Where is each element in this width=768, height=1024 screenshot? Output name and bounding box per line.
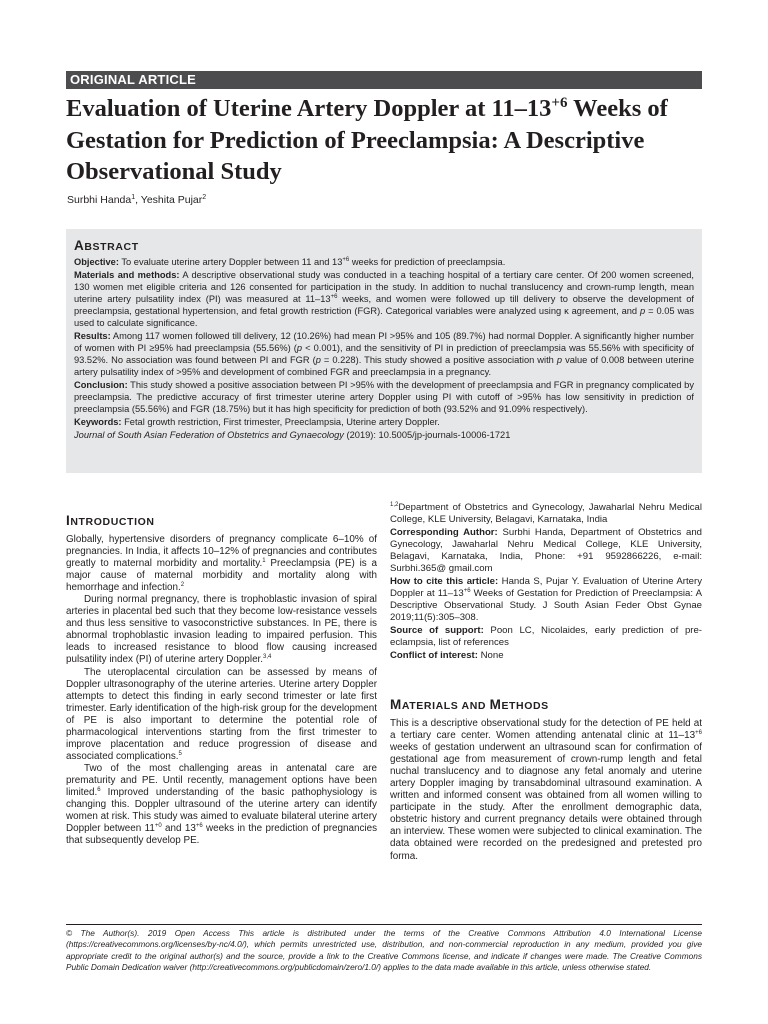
author-name-2: Yeshita Pujar	[140, 194, 203, 206]
source-of-support	[390, 625, 702, 649]
results-text-1: Among 117 women followed till delivery, 12 (10.26%) had mean PI >95% and 105 (89.7%) had normal Doppler. A significantly higher number of women with PI ≥95% had preeclampsia (55.56%) (	[74, 331, 694, 353]
methods-text-2: weeks, and women were followed up till delivery to observe the development of preeclampsia, gestational hypertension, and fetal growth restriction (FGR). Categorical variables were analyzed using κ agreement, and	[74, 294, 694, 316]
intro-p4-text-3: and 13	[161, 823, 196, 835]
journal-citation	[74, 429, 694, 441]
methods-heading-ethods: ETHODS	[501, 700, 549, 712]
author-name-1: Surbhi Handa	[67, 194, 132, 206]
intro-p4-sup-3: +6	[195, 823, 203, 830]
intro-p4-text-2: Improved understanding of the basic pathophysiology is changing this. Doppler ultrasound of the uterine artery can identify women at risk. This study was aimed to evaluate bilateral uterine artery Doppler between 11	[66, 786, 377, 835]
objective-text-1: To evaluate uterine artery Doppler between 11 and 13	[118, 257, 343, 267]
corresponding-author	[390, 527, 702, 575]
conflict-of-interest	[390, 650, 702, 662]
abstract-keywords	[74, 416, 694, 428]
conflict-label: Conflict of interest:	[390, 650, 478, 661]
intro-p4-text-1: Two of the most challenging areas in antenatal care are prematurity and PE. Until recently, management options have been limited.	[66, 762, 377, 798]
methods-paragraph-1	[390, 718, 702, 863]
methods-label: Materials and methods:	[74, 270, 180, 280]
intro-p2-ref: 3,4	[263, 654, 272, 661]
methods-heading-aterials: ATERIALS AND	[401, 700, 490, 712]
article-title	[66, 93, 706, 188]
how-to-cite	[390, 576, 702, 624]
intro-p3-ref: 5	[178, 750, 182, 757]
corresponding-text: Surbhi Handa, Department of Obstetrics and Gynecology, Jawaharlal Nehru Medical College, KLE University, Belagavi, Karnataka, India, Phone: +91 9592866226, e-mail: Surbhi.365@ gmail.com	[390, 527, 702, 574]
methods-p1-text-1: This is a descriptive observational study for the detection of PE held at a tertiary care center. Women attending antenatal clinic at 11–13	[390, 718, 702, 742]
methods-heading-me: M	[489, 697, 502, 712]
methods-heading-m: M	[390, 697, 402, 712]
affiliation-sup: 1,2	[390, 502, 399, 508]
intro-p1-ref-2: 2	[180, 582, 185, 589]
objective-sup: +6	[342, 257, 350, 263]
intro-paragraph-4	[66, 763, 377, 847]
license-footer: © The Author(s). 2019 Open Access This article is distributed under the terms of the Creative Commons Attribution 4.0 International License (https://creativecommons.org/licenses/by-nc/4.0/), which permits unrestricted use, distribution, and non-commercial reproduction in any medium, provided you give appropriate credit to the original author(s) and the source, provide a link to the Creative Commons license, and indicate if changes were made. The Creative Commons Public Domain Dedication waiver (http://creativecommons.org/publicdomain/zero/1.0/) applies to the data made available in this article, unless otherwise stated.	[66, 928, 702, 973]
results-text-4: value of 0.008 between uterine artery pulsatility index of >95% and development of combined FGR and preeclampsia in a pregnancy.	[74, 355, 694, 377]
author-separator: ,	[135, 194, 141, 206]
title-part-2: Weeks of Gestation for Prediction of Preeclampsia: A Descriptive Observational Study	[66, 95, 668, 185]
methods-text-3: = 0.05 was used to calculate significance.	[74, 306, 694, 328]
intro-p3-text: The uteroplacental circulation can be assessed by means of Doppler ultrasonography of the uterine arteries. Uterine artery Doppler attempts to detect this finding in early second trimester or late first trimester. Early identification of the high-risk group for the development of PE is also important to determine the potential role of pharmacological interventions starting from the first trimester to improve placentation and reduce progression of disease and associated complications.	[66, 666, 377, 762]
abstract-heading	[74, 237, 694, 255]
journal-name: Journal of South Asian Federation of Obstetrics and Gynaecology	[74, 430, 344, 440]
results-text-2: < 0.001), and the sensitivity of PI in prediction of preeclampsia was 55.56% with specificity of 93.52%. No association was found between PI and FGR (	[74, 343, 694, 365]
right-column	[390, 502, 702, 863]
intro-p1-ref-1: 1	[262, 558, 266, 565]
abstract-heading-rest: BSTRACT	[84, 241, 139, 253]
results-p2: p	[315, 355, 321, 365]
keywords-label: Keywords:	[74, 417, 122, 427]
intro-p4-text-4: weeks in the prediction of pregnancies that subsequently develop PE.	[66, 823, 378, 847]
intro-paragraph-2	[66, 594, 377, 666]
methods-text-1: A descriptive observational study was conducted in a teaching hospital of a tertiary care center. Of 200 women screened, 130 women met eligible criteria and 126 consented for participation in the study. In addition to nuchal translucency and crown-rump length, mean uterine artery pulsatility index (PI) was measured at 11–13	[74, 270, 694, 304]
methods-p-italic: p	[640, 306, 646, 316]
corresponding-label: Corresponding Author:	[390, 527, 498, 538]
results-p3: p	[556, 355, 563, 365]
conclusion-text: This study showed a positive association between PI >95% with the development of preeclampsia and FGR in pregnancy complicated by preeclampsia. The predictive accuracy of first trimester uterine artery Doppler using PI with cutoff of >95% has low sensitivity in prediction of preeclampsia (55.56%) and FGR (18.75%) but it has high specificity for prediction of both (93.52% and 91.09% respectively).	[74, 380, 694, 414]
results-text-3: = 0.228). This study showed a positive association with	[320, 355, 557, 365]
intro-p1-text-2: Preeclampsia (PE) is a major cause of maternal morbidity and mortality along with hemorrhage and infection.	[66, 558, 378, 594]
intro-p2-text: During normal pregnancy, there is trophoblastic invasion of spiral arteries in placental bed such that they become low-resistance vessels and thus less sensitive to vasoconstrictive substances. In PE, there is abnormal trophoblastic invasion leading to impaired perfusion. This leads to increased resistance to blood flow causing increased pulsatility index (PI) of uterine artery Doppler.	[66, 594, 377, 666]
intro-paragraph-1	[66, 534, 377, 594]
results-label: Results:	[74, 331, 111, 341]
support-text: Poon LC, Nicolaides, early prediction of pre-eclampsia, list of references	[390, 625, 703, 648]
conflict-text: None	[477, 650, 504, 661]
abstract-heading-initial: A	[74, 238, 85, 253]
methods-p1-text-2: weeks of gestation underwent an ultrasound scan for confirmation of gestational age from measurement of crown-rump length and fetal nuchal translucency and to diagnose any fetal anomaly and uterine artery Doppler imaging by transabdominal ultrasound examination. A written and informed consent was obtained from all women willing to participate in the study. After the enrollment demographic data, obstetric history and current pregnancy details were obtained through an interview. These women were subjected to clinical examination. The data obtained were recorded on the predesigned and pretested pro forma.	[390, 742, 702, 862]
abstract-conclusion	[74, 379, 694, 415]
intro-p4-sup-2: +0	[154, 823, 162, 830]
intro-paragraph-3	[66, 667, 377, 763]
title-part-1: Evaluation of Uterine Artery Doppler at 11–13	[66, 95, 552, 122]
article-type-banner: ORIGINAL ARTICLE	[66, 71, 702, 89]
introduction-heading	[66, 504, 377, 532]
affiliation-text: Department of Obstetrics and Gynecology, Jawaharlal Nehru Medical College, KLE University, Belagavi, Karnataka, India	[390, 502, 702, 525]
title-superscript: +6	[551, 95, 568, 111]
author-affil-1: 1	[131, 194, 136, 201]
left-column	[66, 504, 377, 847]
abstract-methods	[74, 269, 694, 329]
methods-sup: +6	[330, 294, 338, 300]
intro-p4-ref-1: 6	[97, 786, 101, 793]
cite-text-1: Handa S, Pujar Y. Evaluation of Uterine Artery Doppler at 11–13	[390, 576, 702, 599]
methods-p1-sup: +6	[695, 730, 702, 737]
results-p1: p	[296, 343, 303, 353]
support-label: Source of support:	[390, 625, 484, 636]
author-affil-2: 2	[202, 194, 207, 201]
author-list	[67, 194, 206, 206]
conclusion-label: Conclusion:	[74, 380, 128, 390]
objective-text-2: weeks for prediction of preeclampsia.	[349, 257, 506, 267]
objective-label: Objective:	[74, 257, 119, 267]
abstract-results	[74, 330, 694, 378]
intro-p1-text-1: Globally, hypertensive disorders of pregnancy complicate 6–10% of pregnancies. In India, it affects 10–12% of pregnancies and contributes greatly to maternal morbidity and mortality.	[66, 534, 377, 570]
footer-divider	[66, 924, 702, 925]
abstract-objective	[74, 256, 694, 268]
introduction-heading-rest: NTRODUCTION	[70, 516, 155, 528]
cite-text-2: Weeks of Gestation for Prediction of Preeclampsia: A Descriptive Observational Study. J South Asian Feder Obst Gynae 2019;11(5):305–308.	[390, 588, 702, 623]
introduction-heading-initial: I	[66, 513, 71, 528]
cite-sup: +6	[463, 588, 471, 594]
keywords-text: Fetal growth restriction, First trimester, Preeclampsia, Uterine artery Doppler.	[121, 417, 440, 427]
cite-label: How to cite this article:	[390, 576, 499, 587]
abstract-box	[66, 229, 702, 473]
affiliation-note	[390, 502, 702, 526]
journal-doi: (2019): 10.5005/jp-journals-10006-1721	[343, 430, 511, 440]
methods-heading	[390, 688, 702, 716]
